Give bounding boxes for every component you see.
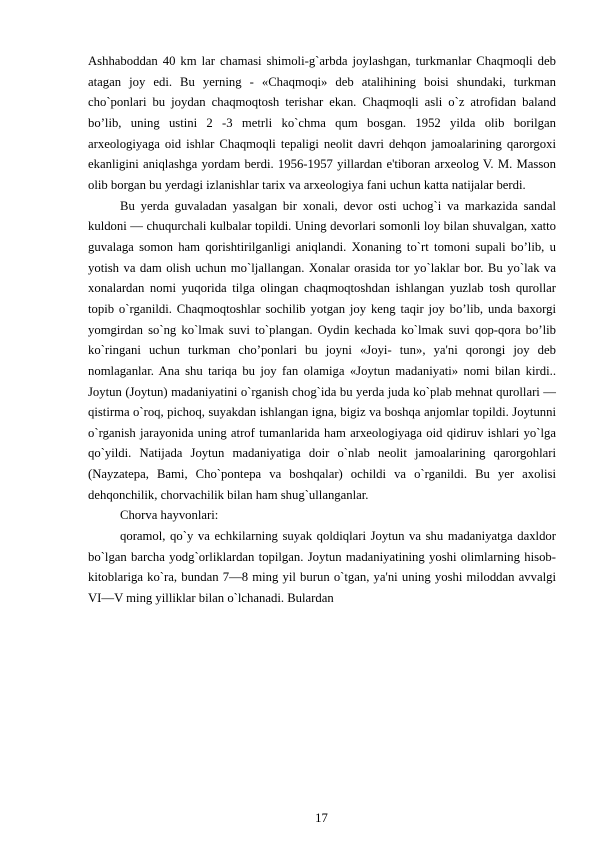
paragraph-chaqmoqli: Ashhaboddan 40 km lar chamasi shimoli-g`arbda joylashgan, turkmanlar Chaqmoqli deb atagan joy edi. Bu yerning - «Chaqmoqi» deb atalihining boisi shundaki, turkman cho`ponlari bu joydan chaqmoqtosh terishar ekan. Chaqmoqli asli o`z atrofidan baland bo’lib, uning ustini 2 -3 metrli ko`chma qum bosgan. 1952 yilda olib borilgan arxeologiyaga oid ishlar Chaqmoqli tepaligi neolit davri dehqon jamoalarining qarorgoxi ekanligini aniqlashga yordam berdi. 1956-1957 yillardan e'tiboran arxeolog V. M. Masson olib borgan bu yerdagi izlanishlar tarix va arxeologiya fani uchun katta natijalar berdi.: [88, 54, 556, 192]
paragraph-livestock: qoramol, qo`y va echkilarning suyak qoldiqlari Joytun va shu madaniyatga daxldor bo`lgan barcha yodg`orliklardan topilgan. Joytun madaniyatining yoshi olimlarning hisob-kitoblariga ko`ra, bundan 7—8 ming yil burun o`tgan, ya'ni uning yoshi miloddan avvalgi VI—V ming yilliklar bilan o`lchanadi. Bulardan: [88, 529, 556, 606]
paragraph-livestock-heading: Chorva hayvonlari:: [120, 508, 219, 523]
document-body: [88, 51, 556, 609]
paragraph-joytun-culture: Bu yerda guvaladan yasalgan bir xonali, devor osti uchog`i va markazida sandal kuldoni — chuqurchali kulbalar topildi. Uning devorlari somonli loy bilan shuvalgan, xatto guvalaga somon ham qorishtirilganligi aniqlandi. Xonaning to`rt tomoni supali bo’lib, u yotish va dam olish uchun mo`ljallangan. Xonalar orasida tor yo`laklar bor. Bu yo`lak va xonalardan nomi yuqorida tilga olingan chaqmoqtoshdan ishlangan yuzlab tosh qurollar topib o`rganildi. Chaqmoqtoshlar sochilib yotgan joy keng taqir joy bo’lib, unda baxorgi yomgirdan so`ng ko`lmak suvi to`plangan. Oydin kechada ko`lmak suvi qop-qora bo’lib ko`ringani uchun turkman cho’ponlari bu joyni «Joyi- tun», ya'ni qorongi joy deb nomlaganlar. Ana shu tariqa bu joy fan olamiga «Joytun madaniyati» nomi bilan kirdi.. Joytun (Joytun) madaniyatini o`rganish chog`ida bu yerda juda ko`plab mehnat qurollari — qistirma o`roq, pichoq, suyakdan ishlangan igna, bigiz va boshqa anjomlar topildi. Joytunni o`rganish jarayonida uning atrof tumanlarida ham arxeologiyaga oid qidiruv ishlari yo`lga qo`yildi. Natijada Joytun madaniyatiga doir o`nlab neolit jamoalarining qarorgohlari (Nayzatepa, Bami, Cho`pontepa va boshqalar) ochildi va o`rganildi. Bu yer axolisi dehqonchilik, chorvachilik bilan ham shug`ullanganlar.: [88, 198, 556, 502]
page-number: 17: [315, 811, 328, 825]
